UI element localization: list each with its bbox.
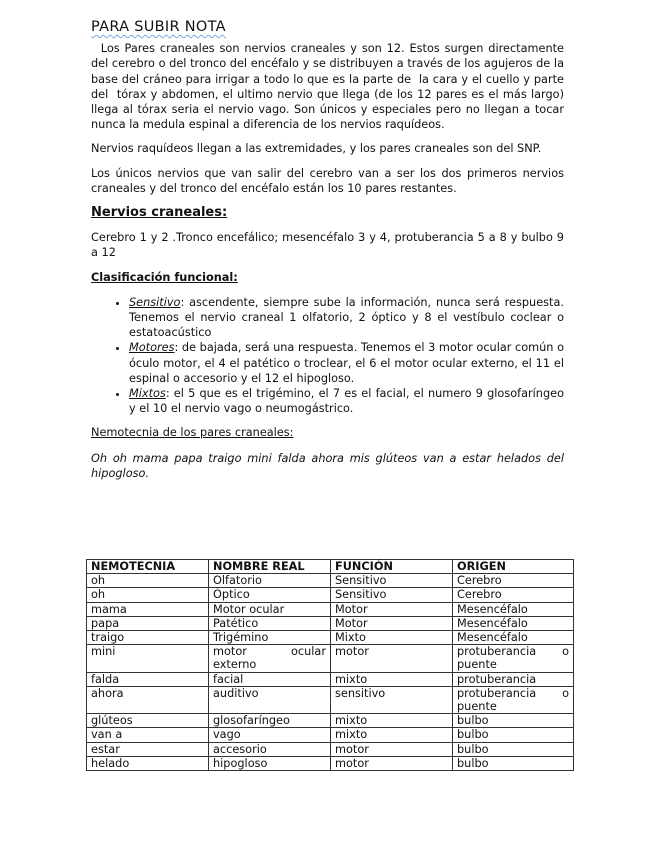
table-cell: protuberancia [453, 672, 574, 686]
table-cell: Mesencéfalo [453, 602, 574, 616]
table-cell: hipogloso [209, 756, 331, 770]
table-cell: mini [87, 645, 209, 672]
origin-paragraph: Los únicos nervios que van salir del cerebro van a ser los dos primeros nervios craneales y del tronco del encéfalo están los 10 pares restantes. [91, 166, 564, 195]
list-item [129, 386, 564, 416]
table-row [87, 602, 574, 616]
table-cell: Óptico [209, 588, 331, 602]
table-cell: Sensitivo [331, 588, 453, 602]
table-cell: mixto [331, 714, 453, 728]
table-row [87, 645, 574, 672]
table-row [87, 616, 574, 630]
document-page [91, 19, 568, 486]
table-row [87, 672, 574, 686]
table-cell: ahora [87, 686, 209, 713]
table-row [87, 714, 574, 728]
table-cell: Sensitivo [331, 574, 453, 588]
table-cell: bulbo [453, 728, 574, 742]
table-row [87, 588, 574, 602]
column-header: FUNCIÓN [331, 560, 453, 574]
table-cell: motor [331, 756, 453, 770]
table-cell: vago [209, 728, 331, 742]
heading-nemotecnia: Nemotecnia de los pares craneales: [91, 426, 294, 440]
classification-list [91, 295, 564, 417]
table-cell: traigo [87, 631, 209, 645]
table-cell: glosofaríngeo [209, 714, 331, 728]
table-cell: Trigémino [209, 631, 331, 645]
mnemonic-sentence: Oh oh mama papa traigo mini falda ahora mis glúteos van a estar helados del hipogloso. [91, 451, 564, 480]
table-cell: accesorio [209, 742, 331, 756]
table-cell: motor ocular externo [209, 645, 331, 672]
list-item [129, 340, 564, 386]
list-term: Mixtos [129, 387, 166, 401]
table-row [87, 742, 574, 756]
table-row [87, 728, 574, 742]
table-cell: Cerebro [453, 574, 574, 588]
column-header: NOMBRE REAL [209, 560, 331, 574]
table-row [87, 756, 574, 770]
table-cell: mixto [331, 728, 453, 742]
table-cell: bulbo [453, 714, 574, 728]
column-header: NEMOTECNIA [87, 560, 209, 574]
table-cell: Motor ocular [209, 602, 331, 616]
table-cell: Motor [331, 616, 453, 630]
table-cell: mama [87, 602, 209, 616]
table-cell: estar [87, 742, 209, 756]
table-cell: bulbo [453, 756, 574, 770]
locations-paragraph: Cerebro 1 y 2 .Tronco encefálico; mesencéfalo 3 y 4, protuberancia 5 a 8 y bulbo 9 a 12 [91, 231, 564, 260]
table-cell: protuberancia o puente [453, 645, 574, 672]
table-cell: van a [87, 728, 209, 742]
table-cell: Olfatorio [209, 574, 331, 588]
list-item [129, 295, 564, 341]
list-term: Motores [129, 341, 175, 355]
table-cell: papa [87, 616, 209, 630]
table-cell: Motor [331, 602, 453, 616]
table-cell: sensitivo [331, 686, 453, 713]
table-cell: Cerebro [453, 588, 574, 602]
table-cell: oh [87, 574, 209, 588]
list-text: : ascendente, siempre sube la información, nunca será respuesta. Tenemos el nervio craneal 1 olfatorio, 2 óptico y 8 el vestíbulo coclear o estatoacústico [129, 295, 564, 340]
table-cell: mixto [331, 672, 453, 686]
table-cell: motor [331, 645, 453, 672]
table-row [87, 574, 574, 588]
table-cell: glúteos [87, 714, 209, 728]
table-cell: bulbo [453, 742, 574, 756]
column-header: ORIGEN [453, 560, 574, 574]
table-cell: Mesencéfalo [453, 631, 574, 645]
table-cell: Mixto [331, 631, 453, 645]
table-cell: falda [87, 672, 209, 686]
table-cell: motor [331, 742, 453, 756]
table-row [87, 631, 574, 645]
heading-nervios-craneales: Nervios craneales: [91, 205, 228, 221]
table-header-row [87, 560, 574, 574]
list-text: : de bajada, será una respuesta. Tenemos el 3 motor ocular común o óculo motor, el 4 el patético o troclear, el 6 el motor ocular externo, el 11 el espinal o accesorio y el 12 el hipogloso. [129, 341, 564, 385]
table-cell: Patético [209, 616, 331, 630]
list-term: Sensitivo [129, 295, 181, 309]
table-cell: helado [87, 756, 209, 770]
table-cell: oh [87, 588, 209, 602]
table-cell: Mesencéfalo [453, 616, 574, 630]
table-body [87, 574, 574, 771]
intro-paragraph: Los Pares craneales son nervios craneales y son 12. Estos surgen directamente del cerebro o del tronco del encéfalo y se distribuyen a través de los agujeros de la base del cráneo para irrigar a todo lo que es la parte de la cara y el cuello y parte del tórax y abdomen, el ultimo nervio que llega (de los 12 pares es el más largo) llega al tórax seria el nervio vago. Son únicos y especiales pero no llegan a tocar nunca la medula espinal a diferencia de los nervios raquídeos. [91, 42, 568, 132]
document-title: PARA SUBIR NOTA [91, 19, 226, 35]
raquideos-paragraph: Nervios raquídeos llegan a las extremidades, y los pares craneales son del SNP. [91, 142, 542, 156]
cranial-nerves-table [86, 559, 574, 771]
table-cell: facial [209, 672, 331, 686]
table-row [87, 686, 574, 713]
table-cell: protuberancia o puente [453, 686, 574, 713]
table-cell: auditivo [209, 686, 331, 713]
heading-clasificacion-funcional: Clasificación funcional: [91, 270, 238, 284]
list-text: : el 5 que es el trigémino, el 7 es el facial, el numero 9 glosofaríngeo y el 10 el nervio vago o neumogástrico. [129, 387, 564, 416]
